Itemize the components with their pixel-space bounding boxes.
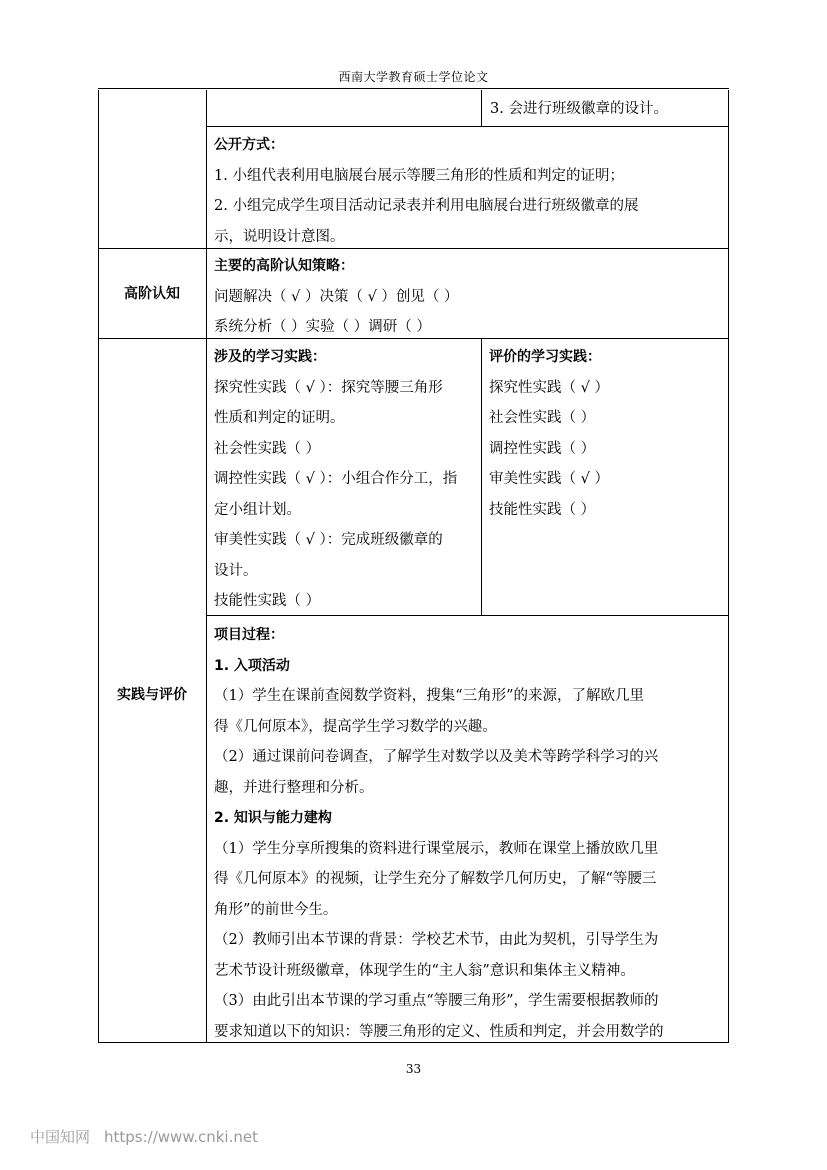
goal-cell bbox=[490, 94, 668, 125]
process-line: （2）教师引出本节课的背景：学校艺术节，由此为契机，引导学生为 bbox=[214, 932, 659, 948]
table-border-left bbox=[98, 90, 99, 1043]
involved-line: 调控性实践（ √ ）：小组合作分工，指 bbox=[214, 471, 458, 487]
involved-line: 探究性实践（ √ ）：探究等腰三角形 bbox=[214, 379, 443, 396]
process-line: （3）由此引出本节课的学习重点“等腰三角形”，学生需要根据教师的 bbox=[214, 993, 659, 1009]
involved-line: 社会性实践（ ） bbox=[214, 440, 321, 457]
process-section-2: 2. 知识与能力建构 bbox=[214, 810, 332, 826]
watermark-url: https://www.cnki.net bbox=[104, 1128, 258, 1146]
process-line: （1）学生分享所搜集的资料进行课堂展示，教师在课堂上播放欧几里 bbox=[214, 840, 659, 857]
header-rule bbox=[98, 88, 729, 89]
project-process-cell bbox=[214, 620, 664, 1047]
process-line: 得《几何原本》，提高学生学习数学的兴趣。 bbox=[214, 718, 497, 735]
goal-item-3: 3. 会进行班级徽章的设计。 bbox=[490, 101, 668, 117]
goal-column-divider bbox=[481, 90, 482, 126]
disclosure-cell bbox=[214, 130, 638, 252]
disclosure-heading: 公开方式： bbox=[214, 137, 284, 153]
process-line: 得《几何原本》的视频，让学生充分了解数学几何历史，了解“等腰三 bbox=[214, 871, 657, 887]
higher-order-label: 高阶认知 bbox=[124, 286, 180, 302]
evaluated-line: 调控性实践（ ） bbox=[489, 440, 596, 457]
practice-label: 实践与评价 bbox=[117, 687, 187, 703]
evaluated-line: 技能性实践（ ） bbox=[489, 501, 596, 518]
evaluated-line: 探究性实践（ √ ） bbox=[489, 379, 609, 396]
evaluated-line: 审美性实践（ √ ） bbox=[489, 471, 609, 487]
row-divider bbox=[206, 126, 729, 127]
evaluated-practice-cell bbox=[489, 342, 609, 525]
process-line: 角形”的前世今生。 bbox=[214, 901, 338, 918]
process-line: （1）学生在课前查阅数学资料，搜集“三角形”的来源，了解欧几里 bbox=[214, 688, 645, 704]
practice-column-divider bbox=[481, 338, 482, 615]
process-section-1: 1. 入项活动 bbox=[214, 657, 290, 674]
process-line: 艺术节设计班级徽章，体现学生的“主人翁”意识和集体主义精神。 bbox=[214, 962, 635, 979]
evaluated-line: 社会性实践（ ） bbox=[489, 410, 596, 426]
higher-order-line: 问题解决（ √ ）决策（ √ ）创见（ ） bbox=[214, 288, 459, 305]
disclosure-line: 示，说明设计意图。 bbox=[214, 228, 345, 245]
process-line: 要求知道以下的知识：等腰三角形的定义、性质和判定，并会用数学的 bbox=[214, 1023, 664, 1040]
involved-line: 技能性实践（ ） bbox=[214, 593, 321, 609]
involved-practice-cell bbox=[214, 342, 457, 617]
process-heading: 项目过程： bbox=[214, 627, 284, 643]
involved-line: 定小组计划。 bbox=[214, 501, 301, 518]
evaluated-heading: 评价的学习实践： bbox=[489, 349, 601, 365]
disclosure-line: 2. 小组完成学生项目活动记录表并利用电脑展台进行班级徽章的展 bbox=[214, 198, 639, 214]
watermark-brand: 中国知网 bbox=[30, 1128, 91, 1146]
disclosure-line: 1. 小组代表利用电脑展台展示等腰三角形的性质和判定的证明； bbox=[214, 167, 624, 184]
higher-order-cell bbox=[214, 251, 459, 343]
involved-line: 设计。 bbox=[214, 562, 258, 579]
running-header: 西南大学教育硕士学位论文 bbox=[338, 70, 489, 84]
higher-order-heading: 主要的高阶认知策略： bbox=[214, 258, 354, 274]
lesson-design-table bbox=[98, 90, 729, 1043]
process-line: 趣，并进行整理和分析。 bbox=[214, 779, 374, 796]
page-number: 33 bbox=[405, 1062, 422, 1076]
involved-heading: 涉及的学习实践： bbox=[214, 349, 326, 365]
label-column-divider bbox=[206, 90, 207, 1043]
involved-line: 性质和判定的证明。 bbox=[214, 410, 345, 426]
higher-order-line: 系统分析（ ）实验（ ）调研（ ） bbox=[214, 319, 431, 335]
table-border-right bbox=[728, 90, 729, 1043]
involved-line: 审美性实践（ √ ）：完成班级徽章的 bbox=[214, 532, 443, 548]
process-line: （2）通过课前问卷调查，了解学生对数学以及美术等跨学科学习的兴 bbox=[214, 749, 659, 765]
cnki-watermark bbox=[30, 1126, 272, 1147]
